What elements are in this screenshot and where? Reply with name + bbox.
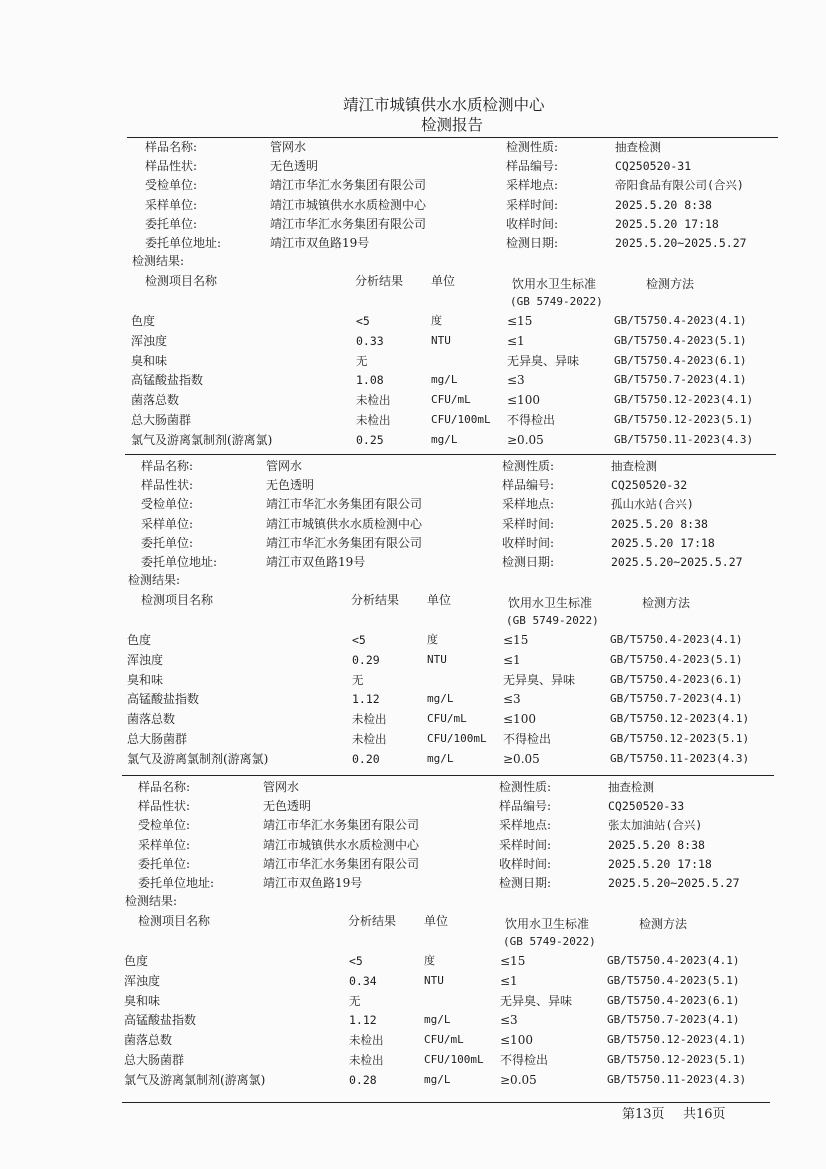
row-standard: ≤3 — [507, 373, 525, 388]
info-value-client-unit: 靖江市华汇水务集团有限公司 — [263, 856, 420, 871]
row-unit: 度 — [431, 314, 442, 327]
col-header-standard-code: (GB 5749-2022) — [506, 614, 599, 627]
info-label-test-date: 检测日期: — [502, 555, 555, 569]
info-value-sample-name: 管网水 — [270, 140, 307, 154]
info-value-sampling-site: 张太加油站(合兴) — [608, 818, 703, 833]
row-standard: ≤1 — [503, 652, 521, 667]
col-header-item: 检测项目名称 — [138, 914, 211, 928]
row-standard: ≤15 — [503, 633, 529, 647]
row-unit: 度 — [424, 954, 435, 967]
row-result: 未检出 — [349, 1053, 384, 1067]
row-result: 无 — [349, 993, 361, 1008]
section-bottom-rule — [122, 1102, 770, 1103]
row-result: 1.08 — [356, 373, 384, 388]
info-value-client-address: 靖江市双鱼路19号 — [270, 236, 370, 250]
row-unit: NTU — [431, 333, 451, 347]
info-label-sampling-unit: 采样单位: — [141, 516, 194, 531]
info-value-sample-state: 无色透明 — [270, 159, 319, 174]
row-result: 未检出 — [349, 1033, 384, 1048]
info-label-sampling-unit: 采样单位: — [138, 837, 191, 852]
row-method: GB/T5750.12-2023(5.1) — [614, 413, 754, 426]
row-unit: mg/L — [424, 1013, 451, 1027]
info-value-sampling-unit: 靖江市城镇供水水质检测中心 — [270, 197, 427, 212]
row-method: GB/T5750.11-2023(4.3) — [607, 1072, 747, 1086]
info-label-test-date: 检测日期: — [499, 876, 552, 890]
info-value-sample-no: CQ250520-33 — [608, 799, 685, 814]
section-divider — [122, 775, 774, 776]
row-item: 臭和味 — [131, 353, 168, 368]
row-item: 色度 — [127, 633, 152, 647]
info-label-test-date: 检测日期: — [506, 236, 559, 250]
row-standard: ≥0.05 — [500, 1072, 537, 1087]
row-result: <5 — [349, 954, 363, 968]
row-item: 菌落总数 — [131, 393, 180, 408]
info-label-sampling-time: 采样时间: — [506, 197, 559, 212]
info-label-test-nature: 检测性质: — [506, 140, 559, 154]
row-method: GB/T5750.4-2023(5.1) — [610, 652, 743, 666]
row-item: 色度 — [131, 314, 156, 328]
row-standard: 无异臭、异味 — [500, 993, 573, 1008]
row-method: GB/T5750.12-2023(4.1) — [614, 393, 754, 407]
info-label-sample-name: 样品名称: — [138, 780, 191, 794]
row-item: 菌落总数 — [124, 1033, 173, 1048]
info-value-inspected-unit: 靖江市华汇水务集团有限公司 — [270, 178, 427, 193]
info-label-sample-name: 样品名称: — [141, 459, 194, 473]
info-label-client-unit: 委托单位: — [138, 856, 191, 871]
section-divider — [127, 137, 778, 138]
col-header-standard: 饮用水卫生标准 — [505, 917, 590, 931]
info-label-client-address: 委托单位地址: — [141, 555, 218, 569]
row-unit: CFU/100mL — [431, 413, 491, 426]
info-value-client-unit: 靖江市华汇水务集团有限公司 — [270, 216, 427, 231]
row-item: 氯气及游离氯制剂(游离氯) — [131, 432, 273, 447]
info-label-sampling-time: 采样时间: — [502, 516, 555, 531]
info-value-receive-time: 2025.5.20 17:18 — [615, 216, 719, 231]
row-standard: ≤100 — [503, 712, 536, 727]
row-standard: 不得检出 — [500, 1053, 549, 1067]
row-unit: CFU/mL — [431, 393, 471, 407]
row-result: 未检出 — [352, 732, 387, 746]
col-header-method: 检测方法 — [642, 596, 691, 610]
col-header-standard-code: (GB 5749-2022) — [503, 935, 596, 948]
row-item: 氯气及游离氯制剂(游离氯) — [124, 1072, 266, 1087]
results-heading: 检测结果: — [125, 894, 178, 908]
info-value-sample-name: 管网水 — [263, 780, 300, 794]
row-method: GB/T5750.7-2023(4.1) — [614, 373, 747, 387]
row-item: 浑浊度 — [127, 652, 164, 667]
row-method: GB/T5750.11-2023(4.3) — [610, 751, 750, 765]
info-value-sample-state: 无色透明 — [266, 478, 315, 493]
row-method: GB/T5750.12-2023(4.1) — [607, 1033, 747, 1047]
row-unit: CFU/100mL — [424, 1053, 484, 1066]
row-method: GB/T5750.7-2023(4.1) — [607, 1013, 740, 1027]
section-divider — [125, 454, 776, 455]
row-standard: 不得检出 — [503, 732, 552, 746]
col-header-item: 检测项目名称 — [141, 593, 214, 607]
info-label-receive-time: 收样时间: — [506, 216, 559, 231]
col-header-result: 分析结果 — [351, 593, 400, 607]
row-result: 1.12 — [349, 1013, 377, 1028]
row-standard: ≤3 — [500, 1013, 518, 1028]
page-total: 共16页 — [683, 1107, 726, 1122]
row-result: 1.12 — [352, 692, 380, 707]
row-item: 色度 — [124, 954, 149, 968]
info-value-sampling-unit: 靖江市城镇供水水质检测中心 — [263, 837, 420, 852]
row-item: 臭和味 — [127, 672, 164, 687]
row-item: 高锰酸盐指数 — [124, 1013, 197, 1028]
col-header-item: 检测项目名称 — [145, 274, 218, 288]
row-unit: NTU — [427, 652, 447, 666]
info-label-sample-state: 样品性状: — [145, 159, 198, 174]
col-header-standard: 饮用水卫生标准 — [508, 596, 593, 610]
page-number: 第13页 — [622, 1107, 665, 1122]
row-result: <5 — [352, 633, 366, 647]
row-result: 0.33 — [356, 333, 384, 348]
row-result: 未检出 — [352, 712, 387, 727]
row-result: 0.34 — [349, 973, 377, 988]
info-label-test-nature: 检测性质: — [499, 780, 552, 794]
info-label-sampling-unit: 采样单位: — [145, 197, 198, 212]
info-label-client-address: 委托单位地址: — [138, 876, 215, 890]
info-label-sampling-site: 采样地点: — [502, 497, 555, 512]
results-heading: 检测结果: — [128, 573, 181, 587]
row-method: GB/T5750.4-2023(5.1) — [614, 333, 747, 347]
row-item: 总大肠菌群 — [131, 413, 192, 427]
info-value-sample-no: CQ250520-31 — [615, 159, 692, 174]
row-method: GB/T5750.12-2023(5.1) — [607, 1053, 747, 1066]
row-unit: NTU — [424, 973, 444, 987]
info-label-inspected-unit: 受检单位: — [145, 178, 198, 193]
row-method: GB/T5750.4-2023(4.1) — [607, 954, 740, 967]
info-label-client-unit: 委托单位: — [145, 216, 198, 231]
row-method: GB/T5750.4-2023(4.1) — [614, 314, 747, 327]
row-unit: CFU/mL — [424, 1033, 464, 1047]
info-value-sampling-unit: 靖江市城镇供水水质检测中心 — [266, 516, 423, 531]
row-unit: mg/L — [431, 432, 458, 446]
info-value-test-date: 2025.5.20~2025.5.27 — [608, 876, 740, 890]
row-item: 浑浊度 — [131, 333, 168, 348]
row-result: 0.28 — [349, 1072, 377, 1087]
info-value-sampling-site: 孤山水站(合兴) — [611, 497, 694, 512]
info-label-sample-no: 样品编号: — [499, 799, 552, 814]
info-value-test-nature: 抽查检测 — [608, 780, 654, 794]
row-standard: ≤100 — [507, 393, 540, 408]
org-title: 靖江市城镇供水水质检测中心 — [343, 96, 545, 114]
row-unit: mg/L — [427, 751, 454, 765]
col-header-result: 分析结果 — [348, 914, 397, 928]
info-label-client-address: 委托单位地址: — [145, 236, 222, 250]
info-value-sampling-site: 帝阳食品有限公司(合兴) — [615, 178, 744, 193]
info-value-inspected-unit: 靖江市华汇水务集团有限公司 — [263, 818, 420, 833]
info-label-receive-time: 收样时间: — [502, 535, 555, 550]
col-header-standard: 饮用水卫生标准 — [512, 277, 597, 291]
info-label-sample-state: 样品性状: — [141, 478, 194, 493]
row-method: GB/T5750.4-2023(6.1) — [610, 672, 743, 686]
info-label-sampling-time: 采样时间: — [499, 837, 552, 852]
col-header-method: 检测方法 — [639, 917, 688, 931]
row-standard: ≤3 — [503, 692, 521, 707]
info-value-sampling-time: 2025.5.20 8:38 — [611, 516, 708, 531]
results-heading: 检测结果: — [132, 254, 185, 268]
col-header-result: 分析结果 — [355, 274, 404, 288]
row-method: GB/T5750.4-2023(4.1) — [610, 633, 743, 646]
info-value-inspected-unit: 靖江市华汇水务集团有限公司 — [266, 497, 423, 512]
row-standard: ≥0.05 — [503, 751, 540, 766]
info-value-sampling-time: 2025.5.20 8:38 — [615, 197, 712, 212]
info-value-sample-no: CQ250520-32 — [611, 478, 688, 493]
info-value-receive-time: 2025.5.20 17:18 — [608, 856, 712, 871]
info-value-test-nature: 抽查检测 — [615, 140, 661, 154]
info-value-client-address: 靖江市双鱼路19号 — [266, 555, 366, 569]
info-value-test-date: 2025.5.20~2025.5.27 — [611, 555, 743, 569]
info-value-sample-name: 管网水 — [266, 459, 303, 473]
info-label-sample-name: 样品名称: — [145, 140, 198, 154]
row-unit: mg/L — [431, 373, 458, 387]
info-label-sampling-site: 采样地点: — [499, 818, 552, 833]
col-header-standard-code: (GB 5749-2022) — [510, 295, 603, 308]
row-unit: mg/L — [424, 1072, 451, 1086]
row-standard: ≤100 — [500, 1033, 533, 1048]
info-value-receive-time: 2025.5.20 17:18 — [611, 535, 715, 550]
info-value-sampling-time: 2025.5.20 8:38 — [608, 837, 705, 852]
row-result: 0.29 — [352, 652, 380, 667]
row-standard: 无异臭、异味 — [503, 672, 576, 687]
row-item: 高锰酸盐指数 — [127, 692, 200, 707]
info-label-test-nature: 检测性质: — [502, 459, 555, 473]
info-label-receive-time: 收样时间: — [499, 856, 552, 871]
row-method: GB/T5750.7-2023(4.1) — [610, 692, 743, 706]
info-value-client-unit: 靖江市华汇水务集团有限公司 — [266, 535, 423, 550]
row-result: 未检出 — [356, 413, 391, 427]
row-result: 未检出 — [356, 393, 391, 408]
row-standard: ≤15 — [500, 954, 526, 968]
info-value-client-address: 靖江市双鱼路19号 — [263, 876, 363, 890]
row-result: 无 — [356, 353, 368, 368]
row-result: <5 — [356, 314, 370, 328]
row-method: GB/T5750.4-2023(5.1) — [607, 973, 740, 987]
row-method: GB/T5750.12-2023(4.1) — [610, 712, 750, 726]
row-standard: ≤15 — [507, 314, 533, 328]
col-header-unit: 单位 — [431, 274, 456, 288]
row-standard: 无异臭、异味 — [507, 353, 580, 368]
info-label-client-unit: 委托单位: — [141, 535, 194, 550]
row-result: 无 — [352, 672, 364, 687]
info-label-sample-no: 样品编号: — [502, 478, 555, 493]
info-value-sample-state: 无色透明 — [263, 799, 312, 814]
info-label-inspected-unit: 受检单位: — [141, 497, 194, 512]
row-method: GB/T5750.11-2023(4.3) — [614, 432, 754, 446]
row-method: GB/T5750.4-2023(6.1) — [614, 353, 747, 367]
col-header-unit: 单位 — [427, 593, 452, 607]
info-label-sample-no: 样品编号: — [506, 159, 559, 174]
row-item: 臭和味 — [124, 993, 161, 1008]
row-unit: mg/L — [427, 692, 454, 706]
row-unit: 度 — [427, 633, 438, 646]
info-label-sampling-site: 采样地点: — [506, 178, 559, 193]
row-item: 总大肠菌群 — [124, 1053, 185, 1067]
info-label-sample-state: 样品性状: — [138, 799, 191, 814]
row-result: 0.20 — [352, 751, 380, 766]
row-result: 0.25 — [356, 432, 384, 447]
row-standard: 不得检出 — [507, 413, 556, 427]
row-item: 浑浊度 — [124, 973, 161, 988]
info-label-inspected-unit: 受检单位: — [138, 818, 191, 833]
col-header-method: 检测方法 — [646, 277, 695, 291]
info-value-test-date: 2025.5.20~2025.5.27 — [615, 236, 747, 250]
row-item: 氯气及游离氯制剂(游离氯) — [127, 751, 269, 766]
row-unit: CFU/100mL — [427, 732, 487, 745]
row-item: 总大肠菌群 — [127, 732, 188, 746]
row-standard: ≥0.05 — [507, 432, 544, 447]
info-value-test-nature: 抽查检测 — [611, 459, 657, 473]
row-item: 菌落总数 — [127, 712, 176, 727]
row-unit: CFU/mL — [427, 712, 467, 726]
row-standard: ≤1 — [500, 973, 518, 988]
row-item: 高锰酸盐指数 — [131, 373, 204, 388]
col-header-unit: 单位 — [424, 914, 449, 928]
row-method: GB/T5750.12-2023(5.1) — [610, 732, 750, 745]
row-standard: ≤1 — [507, 333, 525, 348]
row-method: GB/T5750.4-2023(6.1) — [607, 993, 740, 1007]
report-title: 检测报告 — [421, 116, 484, 134]
